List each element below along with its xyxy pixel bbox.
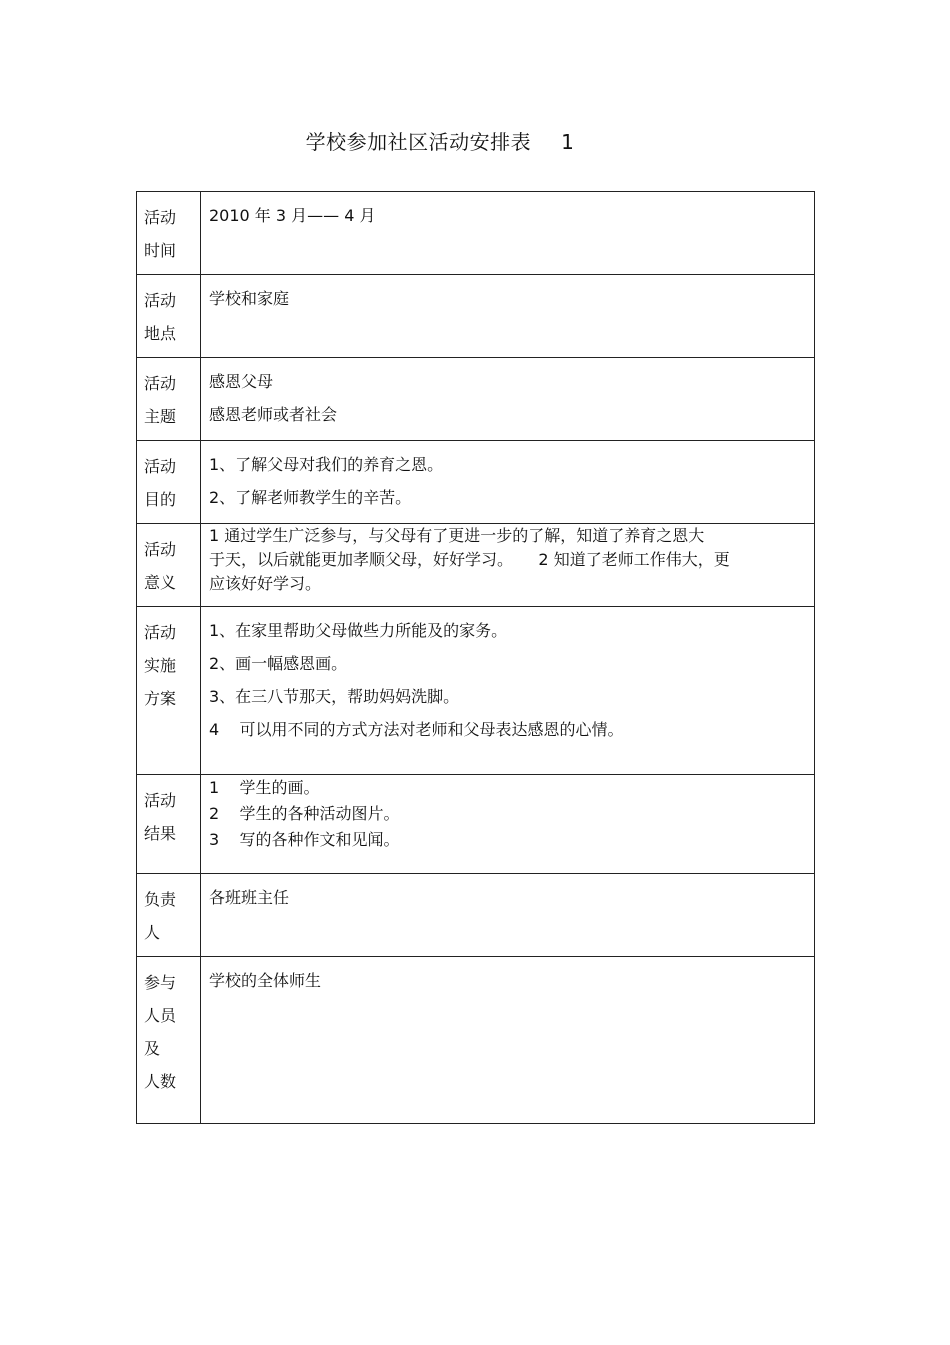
content-line: 于天，以后就能更加孝顺父母，好好学习。 2 知道了老师工作伟大，更 — [209, 550, 730, 569]
row-content — [201, 957, 815, 1124]
content-line: 2010 年 3 月—— 4 月 — [209, 206, 376, 225]
label-line: 地点 — [144, 324, 177, 343]
row-content — [201, 775, 815, 874]
row-activity-meaning — [137, 524, 815, 607]
row-label — [137, 192, 201, 275]
row-participants — [137, 957, 815, 1124]
content-line: 3、在三八节那天，帮助妈妈洗脚。 — [209, 687, 460, 706]
content-line: 学校的全体师生 — [209, 971, 322, 990]
label-line: 人 — [144, 923, 161, 942]
activity-schedule-table — [136, 191, 815, 1124]
row-label — [137, 524, 201, 607]
label-line: 及 — [144, 1039, 161, 1058]
row-content — [201, 358, 815, 441]
content-line: 各班班主任 — [209, 888, 290, 907]
content-line: 1、了解父母对我们的养育之恩。 — [209, 455, 444, 474]
row-content — [201, 275, 815, 358]
content-line: 2、画一幅感恩画。 — [209, 654, 348, 673]
row-activity-purpose — [137, 441, 815, 524]
row-label — [137, 957, 201, 1124]
row-label — [137, 358, 201, 441]
row-content — [201, 874, 815, 957]
label-line: 活动 — [144, 457, 177, 476]
label-line: 目的 — [144, 490, 177, 509]
row-activity-place — [137, 275, 815, 358]
row-label — [137, 441, 201, 524]
content-line: 感恩父母 — [209, 372, 274, 391]
label-line: 时间 — [144, 241, 177, 260]
label-line: 参与 — [144, 973, 177, 992]
page-title — [0, 128, 880, 156]
label-line: 活动 — [144, 291, 177, 310]
row-person-in-charge — [137, 874, 815, 957]
row-activity-result — [137, 775, 815, 874]
label-line: 结果 — [144, 824, 177, 843]
row-label — [137, 607, 201, 775]
label-line: 活动 — [144, 208, 177, 227]
row-label — [137, 275, 201, 358]
row-label — [137, 775, 201, 874]
row-activity-theme — [137, 358, 815, 441]
label-line: 主题 — [144, 407, 177, 426]
content-line: 感恩老师或者社会 — [209, 405, 338, 424]
label-line: 方案 — [144, 689, 177, 708]
row-content — [201, 607, 815, 775]
content-line: 1 通过学生广泛参与，与父母有了更进一步的了解，知道了养育之恩大 — [209, 526, 705, 545]
label-line: 人员 — [144, 1006, 177, 1025]
content-line: 学校和家庭 — [209, 289, 290, 308]
content-line: 应该好好学习。 — [209, 574, 322, 593]
title-number: 1 — [561, 130, 575, 154]
title-text: 学校参加社区活动安排表 — [305, 130, 532, 154]
row-content — [201, 441, 815, 524]
content-line: 3 写的各种作文和见闻。 — [209, 830, 400, 849]
label-line: 活动 — [144, 374, 177, 393]
content-line: 1、在家里帮助父母做些力所能及的家务。 — [209, 621, 508, 640]
label-line: 活动 — [144, 791, 177, 810]
label-line: 实施 — [144, 656, 177, 675]
row-label — [137, 874, 201, 957]
content-line: 2 学生的各种活动图片。 — [209, 804, 400, 823]
content-line: 1 学生的画。 — [209, 778, 320, 797]
content-line: 2、了解老师教学生的辛苦。 — [209, 488, 412, 507]
label-line: 人数 — [144, 1072, 177, 1091]
content-line: 4 可以用不同的方式方法对老师和父母表达感恩的心情。 — [209, 720, 624, 739]
row-content — [201, 192, 815, 275]
row-activity-plan — [137, 607, 815, 775]
row-activity-time — [137, 192, 815, 275]
label-line: 活动 — [144, 540, 177, 559]
label-line: 负责 — [144, 890, 177, 909]
row-content — [201, 524, 815, 607]
label-line: 活动 — [144, 623, 177, 642]
label-line: 意义 — [144, 573, 177, 592]
